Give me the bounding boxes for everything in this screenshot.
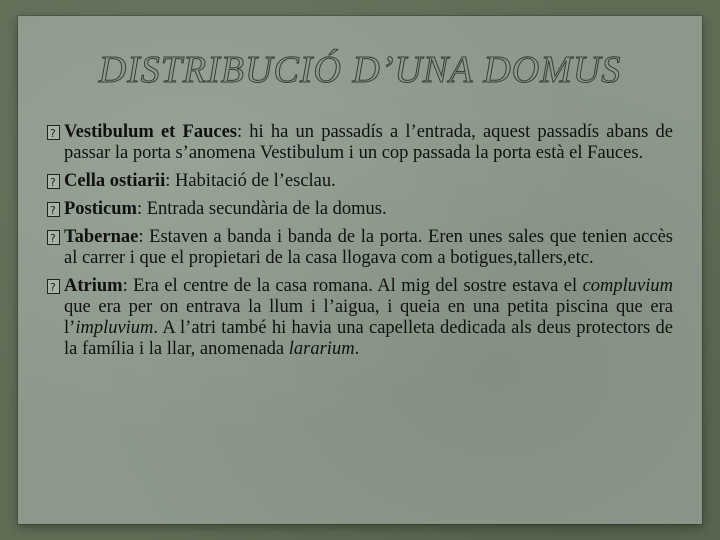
missing-glyph-box-icon	[47, 174, 60, 189]
desc-tabernae: : Estaven a banda i banda de la porta. Eren unes sales que tenien accès al carrer i que el propietari de la casa llogava com a botigues,tallers,etc.	[64, 227, 673, 268]
content-list	[47, 122, 673, 367]
slide-title: DISTRIBUCIÓ D’UNA DOMUS	[98, 49, 622, 91]
list-item-tabernae	[47, 227, 673, 269]
term-impluvium: impluvium	[75, 318, 154, 338]
term-posticum: Posticum	[64, 199, 137, 219]
desc-atrium-c: . A l’atri també hi havia una capelleta dedicada als deus protectors de la família i la llar, anomenada	[64, 318, 673, 359]
desc-posticum: : Entrada secundària de la domus.	[136, 199, 387, 219]
desc-atrium-a: : Era el centre de la casa romana. Al mig del sostre estava el	[122, 276, 583, 296]
term-compluvium: compluvium	[582, 276, 673, 296]
missing-glyph-box-icon	[47, 230, 60, 245]
term-tabernae: Tabernae	[64, 227, 139, 247]
missing-glyph-box-icon	[47, 125, 60, 140]
missing-glyph-box-icon	[47, 279, 60, 294]
term-atrium: Atrium	[64, 276, 123, 296]
missing-glyph-box-icon	[47, 202, 60, 217]
term-cella: Cella ostiarii	[64, 171, 166, 191]
term-vestibulum: Vestibulum et Fauces	[64, 122, 237, 142]
list-item-posticum	[47, 199, 673, 220]
list-item-vestibulum	[47, 122, 673, 164]
desc-vestibulum: : hi ha un passadís a l’entrada, aquest passadís abans de passar la porta s’anomena Vestibulum i un cop passada la porta està el Fauces.	[64, 122, 673, 163]
desc-atrium-d: .	[354, 339, 360, 359]
list-item-atrium	[47, 276, 673, 360]
term-lararium: lararium	[288, 339, 355, 359]
desc-atrium-b: que era per on entrava la llum i l’aigua, i queia en una petita piscina que era l’	[64, 297, 673, 338]
list-item-cella	[47, 171, 673, 192]
desc-cella: : Habitació de l’esclau.	[165, 171, 336, 191]
